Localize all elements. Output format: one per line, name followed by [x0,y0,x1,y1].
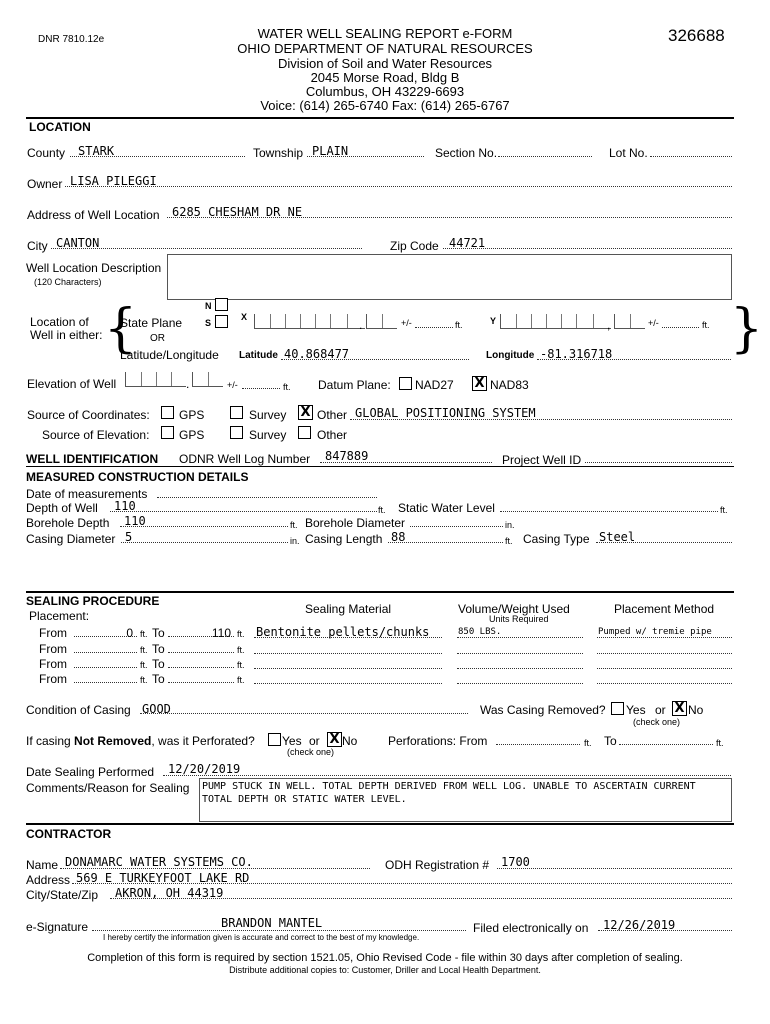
esignature-label: e-Signature [26,920,89,934]
well-in-either-label: Well in either: [30,328,103,342]
y-decimal-boxes[interactable] [614,314,645,329]
divider [26,466,734,467]
method-header: Placement Method [614,602,715,616]
coord-gps-checkbox[interactable] [161,406,174,419]
lot-no-field[interactable] [650,156,732,157]
seal-volume-line [457,668,583,669]
seal-to-label: To [152,672,165,686]
seal-from-ft: ft. [140,629,148,639]
casing-type-field[interactable]: Steel [599,530,636,544]
borehole-diam-field[interactable] [410,526,503,527]
project-id-label: Project Well ID [502,453,582,467]
perforated-yes-checkbox[interactable] [268,733,281,746]
seal-to-ft: ft. [237,629,245,639]
casing-condition-field[interactable]: GOOD [142,702,171,716]
seal-from-line [74,652,137,653]
city-label: City [27,239,48,253]
elev-other-label: Other [317,428,348,442]
seal-to-label: To [152,626,165,640]
contractor-address-field[interactable]: 569 E TURKEYFOOT LAKE RD [76,871,250,885]
elevation-decimal-boxes[interactable] [192,372,223,387]
x-accuracy-field[interactable] [415,327,453,328]
x-label: X [241,312,248,322]
comments-text: PUMP STUCK IN WELL. TOTAL DEPTH DERIVED FROM WELL LOG. UNABLE TO ASCERTAIN CURRENT TOTAL DEPTH OR STATIC WATER LEVEL. [202,781,696,805]
city-field[interactable]: CANTON [56,236,100,250]
seal-to-label: To [152,642,165,656]
elevation-ft: ft. [283,382,291,392]
seal-from-field[interactable]: 0 [126,626,133,640]
owner-field[interactable]: LISA PILEGGI [70,174,157,188]
longitude-label: Longitude [486,350,535,361]
perforations-to-field[interactable] [619,744,713,745]
casing-condition-label: Condition of Casing [26,703,131,717]
measure-date-field[interactable] [157,497,377,498]
seal-from-label: From [39,642,67,656]
nad27-checkbox[interactable] [399,377,412,390]
log-number-field[interactable]: 847889 [325,449,369,463]
perforated-question: If casing Not Removed, was it Perforated? [26,734,255,748]
elevation-plusminus: +/- [227,380,238,390]
borehole-depth-field[interactable]: 110 [124,514,146,528]
seal-volume-field[interactable]: 850 LBS. [458,627,502,637]
seal-method-line [597,653,732,654]
casing-diam-field[interactable]: 5 [125,530,133,544]
static-ft: ft. [720,505,728,515]
casing-len-label: Casing Length [305,532,383,546]
agency-name: OHIO DEPARTMENT OF NATURAL RESOURCES [237,41,533,56]
removed-no-label: No [688,703,704,717]
coord-other-label: Other [317,408,348,422]
lot-no-label: Lot No. [609,146,648,160]
depth-line [110,511,377,512]
log-number-label: ODNR Well Log Number [179,452,311,466]
state-plane-label: State Plane [120,316,183,330]
elev-survey-label: Survey [249,428,287,442]
seal-to-field[interactable]: 110 [211,626,231,640]
section-no-field[interactable] [498,156,592,157]
volume-header: Volume/Weight Used [458,602,570,616]
borehole-diam-label: Borehole Diameter [305,516,406,530]
seal-to-ft: ft. [237,675,245,685]
or-label: OR [150,333,165,344]
perforated-check-one: (check one) [287,747,335,757]
elev-gps-checkbox[interactable] [161,426,174,439]
nad27-label: NAD27 [415,378,454,392]
seal-material-line [254,683,442,684]
seal-method-line [597,683,732,684]
agency-phone: Voice: (614) 265-6740 Fax: (614) 265-6767 [260,98,510,113]
seal-material-line [254,668,442,669]
casing-len-field[interactable]: 88 [391,530,406,544]
zip-label: Zip Code [390,239,439,253]
longitude-field[interactable]: -81.316718 [540,347,613,361]
perforated-no-label: No [342,734,358,748]
perforations-from-ft: ft. [584,738,592,748]
contractor-address-label: Address [26,873,71,887]
coord-other-checkbox[interactable]: X [298,405,313,420]
depth-field[interactable]: 110 [114,499,136,513]
owner-label: Owner [27,177,63,191]
perforations-from-field[interactable] [496,744,580,745]
owner-line [65,186,732,187]
seal-from-ft: ft. [140,645,148,655]
seal-to-line [168,667,234,668]
odh-label: ODH Registration # [385,858,490,872]
form-number: 326688 [668,26,725,45]
zip-field[interactable]: 44721 [449,236,486,250]
elev-gps-label: GPS [179,428,205,442]
esignature-field[interactable]: BRANDON MANTEL [221,916,323,930]
well-id-heading: WELL IDENTIFICATION [26,452,159,466]
latlong-label: Latitude/Longitude [120,348,219,362]
seal-from-ft: ft. [140,675,148,685]
seal-from-line [74,682,137,683]
seal-material-field[interactable]: Bentonite pellets/chunks [256,625,430,639]
measure-date-label: Date of measurements [26,487,148,501]
form-title: WATER WELL SEALING REPORT e-FORM [257,26,513,41]
y-digit-boxes[interactable] [500,314,611,329]
source-elevation-label: Source of Elevation: [42,428,150,442]
footer-requirement: Completion of this form is required by section 1521.05, Ohio Revised Code - file within 30 days after completion of sealing. [87,952,683,964]
casing-diam-line [121,542,288,543]
date-sealed-label: Date Sealing Performed [26,765,155,779]
agency-street: 2045 Morse Road, Bldg B [310,70,460,85]
x-plusminus: +/- [401,318,412,328]
well-desc-label: Well Location Description [26,261,162,275]
address-field[interactable]: 6285 CHESHAM DR NE [172,205,303,219]
north-label: N [205,301,212,311]
seal-volume-line [457,683,583,684]
x-ft: ft. [455,320,463,330]
source-coordinates-label: Source of Coordinates: [27,408,150,422]
seal-to-line [168,682,234,683]
south-label: S [205,318,212,328]
contractor-name-label: Name [26,858,59,872]
depth-label: Depth of Well [26,501,98,515]
removed-check-one: (check one) [633,717,681,727]
removed-yes-checkbox[interactable] [611,702,624,715]
comments-field[interactable] [199,778,732,822]
casing-diam-label: Casing Diameter [26,532,116,546]
elevation-dot: . [186,377,190,391]
perforated-no-checkbox[interactable]: X [327,732,342,747]
seal-from-line [74,667,137,668]
y-ft: ft. [702,320,710,330]
casing-len-ft: ft. [505,536,513,546]
seal-method-line [597,637,732,638]
contractor-csz-label: City/State/Zip [26,888,99,902]
seal-material-line [254,653,442,654]
datum-label: Datum Plane: [318,378,391,392]
well-desc-hint: (120 Characters) [34,277,102,287]
nad83-checkbox[interactable]: X [472,376,487,391]
coord-survey-label: Survey [249,408,287,422]
depth-ft: ft. [378,505,386,515]
township-label: Township [253,146,304,160]
divider [26,823,734,825]
borehole-diam-in: in. [505,520,515,530]
project-id-field[interactable] [585,462,732,463]
material-header: Sealing Material [305,602,392,616]
contractor-csz-field[interactable]: AKRON, OH 44319 [115,886,224,900]
elevation-label: Elevation of Well [27,377,117,391]
seal-to-label: To [152,657,165,671]
nad83-label: NAD83 [490,378,529,392]
static-level-field[interactable] [500,511,718,512]
perforations-from-label: Perforations: From [388,734,488,748]
static-level-label: Static Water Level [398,501,495,515]
filed-date-field[interactable]: 12/26/2019 [603,918,676,932]
address-label: Address of Well Location [27,208,160,222]
borehole-depth-label: Borehole Depth [26,516,110,530]
county-label: County [27,146,66,160]
seal-method-field[interactable]: Pumped w/ tremie pipe [598,627,712,637]
y-comma: , [607,318,611,332]
county-field[interactable]: STARK [78,144,115,158]
elev-other-checkbox[interactable] [298,426,311,439]
removed-or-label: or [655,703,666,717]
date-sealed-line [163,775,731,776]
units-required-note: Units Required [489,614,549,624]
removed-yes-label: Yes [626,703,646,717]
odh-line [497,868,732,869]
y-accuracy-field[interactable] [662,327,699,328]
coord-survey-checkbox[interactable] [230,406,243,419]
elev-survey-checkbox[interactable] [230,426,243,439]
division-name: Division of Soil and Water Resources [277,56,493,71]
divider [26,591,734,593]
elevation-digit-boxes[interactable] [125,372,186,387]
casing-removed-label: Was Casing Removed? [480,703,606,717]
right-brace: } [730,299,764,359]
seal-volume-line [457,653,583,654]
casing-diam-in: in. [290,536,300,546]
elevation-accuracy-field[interactable] [242,388,280,389]
form-code: DNR 7810.12e [38,34,105,45]
casing-condition-line [140,713,468,714]
borehole-depth-ft: ft. [290,520,298,530]
contractor-heading: CONTRACTOR [26,827,112,841]
x-decimal-boxes[interactable] [366,314,397,329]
section-no-label: Section No. [435,146,498,160]
zip-line [443,248,732,249]
well-desc-field[interactable] [167,254,732,300]
odh-field[interactable]: 1700 [501,855,530,869]
north-checkbox[interactable] [215,298,228,311]
y-plusminus: +/- [648,318,659,328]
seal-to-ft: ft. [237,645,245,655]
y-label: Y [490,316,497,326]
latitude-label: Latitude [239,350,278,361]
sealing-heading: SEALING PROCEDURE [26,594,160,608]
seal-to-ft: ft. [237,660,245,670]
coord-gps-label: GPS [179,408,205,422]
latitude-field[interactable]: 40.868477 [284,347,350,361]
township-field[interactable]: PLAIN [312,144,349,158]
perforated-yes-label: Yes [282,734,302,748]
perforations-to-ft: ft. [716,738,724,748]
left-brace: { [104,299,138,359]
x-dot: . [359,318,363,332]
location-heading: LOCATION [29,120,91,134]
seal-to-line [168,652,234,653]
seal-from-label: From [39,672,67,686]
coord-other-field[interactable]: GLOBAL POSITIONING SYSTEM [355,406,536,420]
filed-label: Filed electronically on [473,921,589,935]
contractor-name-field[interactable]: DONAMARC WATER SYSTEMS CO. [65,855,253,869]
agency-city: Columbus, OH 43229-6693 [305,84,465,99]
casing-type-label: Casing Type [523,532,590,546]
comments-label: Comments/Reason for Sealing [26,781,190,795]
seal-volume-line [457,637,583,638]
divider [26,117,734,119]
placement-label: Placement: [29,609,90,623]
removed-no-checkbox[interactable]: X [672,701,687,716]
south-checkbox[interactable] [215,315,228,328]
location-of-label: Location of [30,315,89,329]
perforated-or-label: or [309,734,320,748]
date-sealed-field[interactable]: 12/20/2019 [168,762,241,776]
esignature-line [92,930,466,931]
seal-from-label: From [39,657,67,671]
perforations-to-label: To [604,734,617,748]
certify-statement: I hereby certify the information given is accurate and correct to the best of my knowledge. [103,933,420,942]
footer-distribution: Distribute additional copies to: Customer, Driller and Local Health Department. [229,965,541,975]
seal-from-ft: ft. [140,660,148,670]
seal-from-label: From [39,626,67,640]
construction-heading: MEASURED CONSTRUCTION DETAILS [26,470,249,484]
x-digit-boxes[interactable] [254,314,365,329]
seal-method-line [597,668,732,669]
